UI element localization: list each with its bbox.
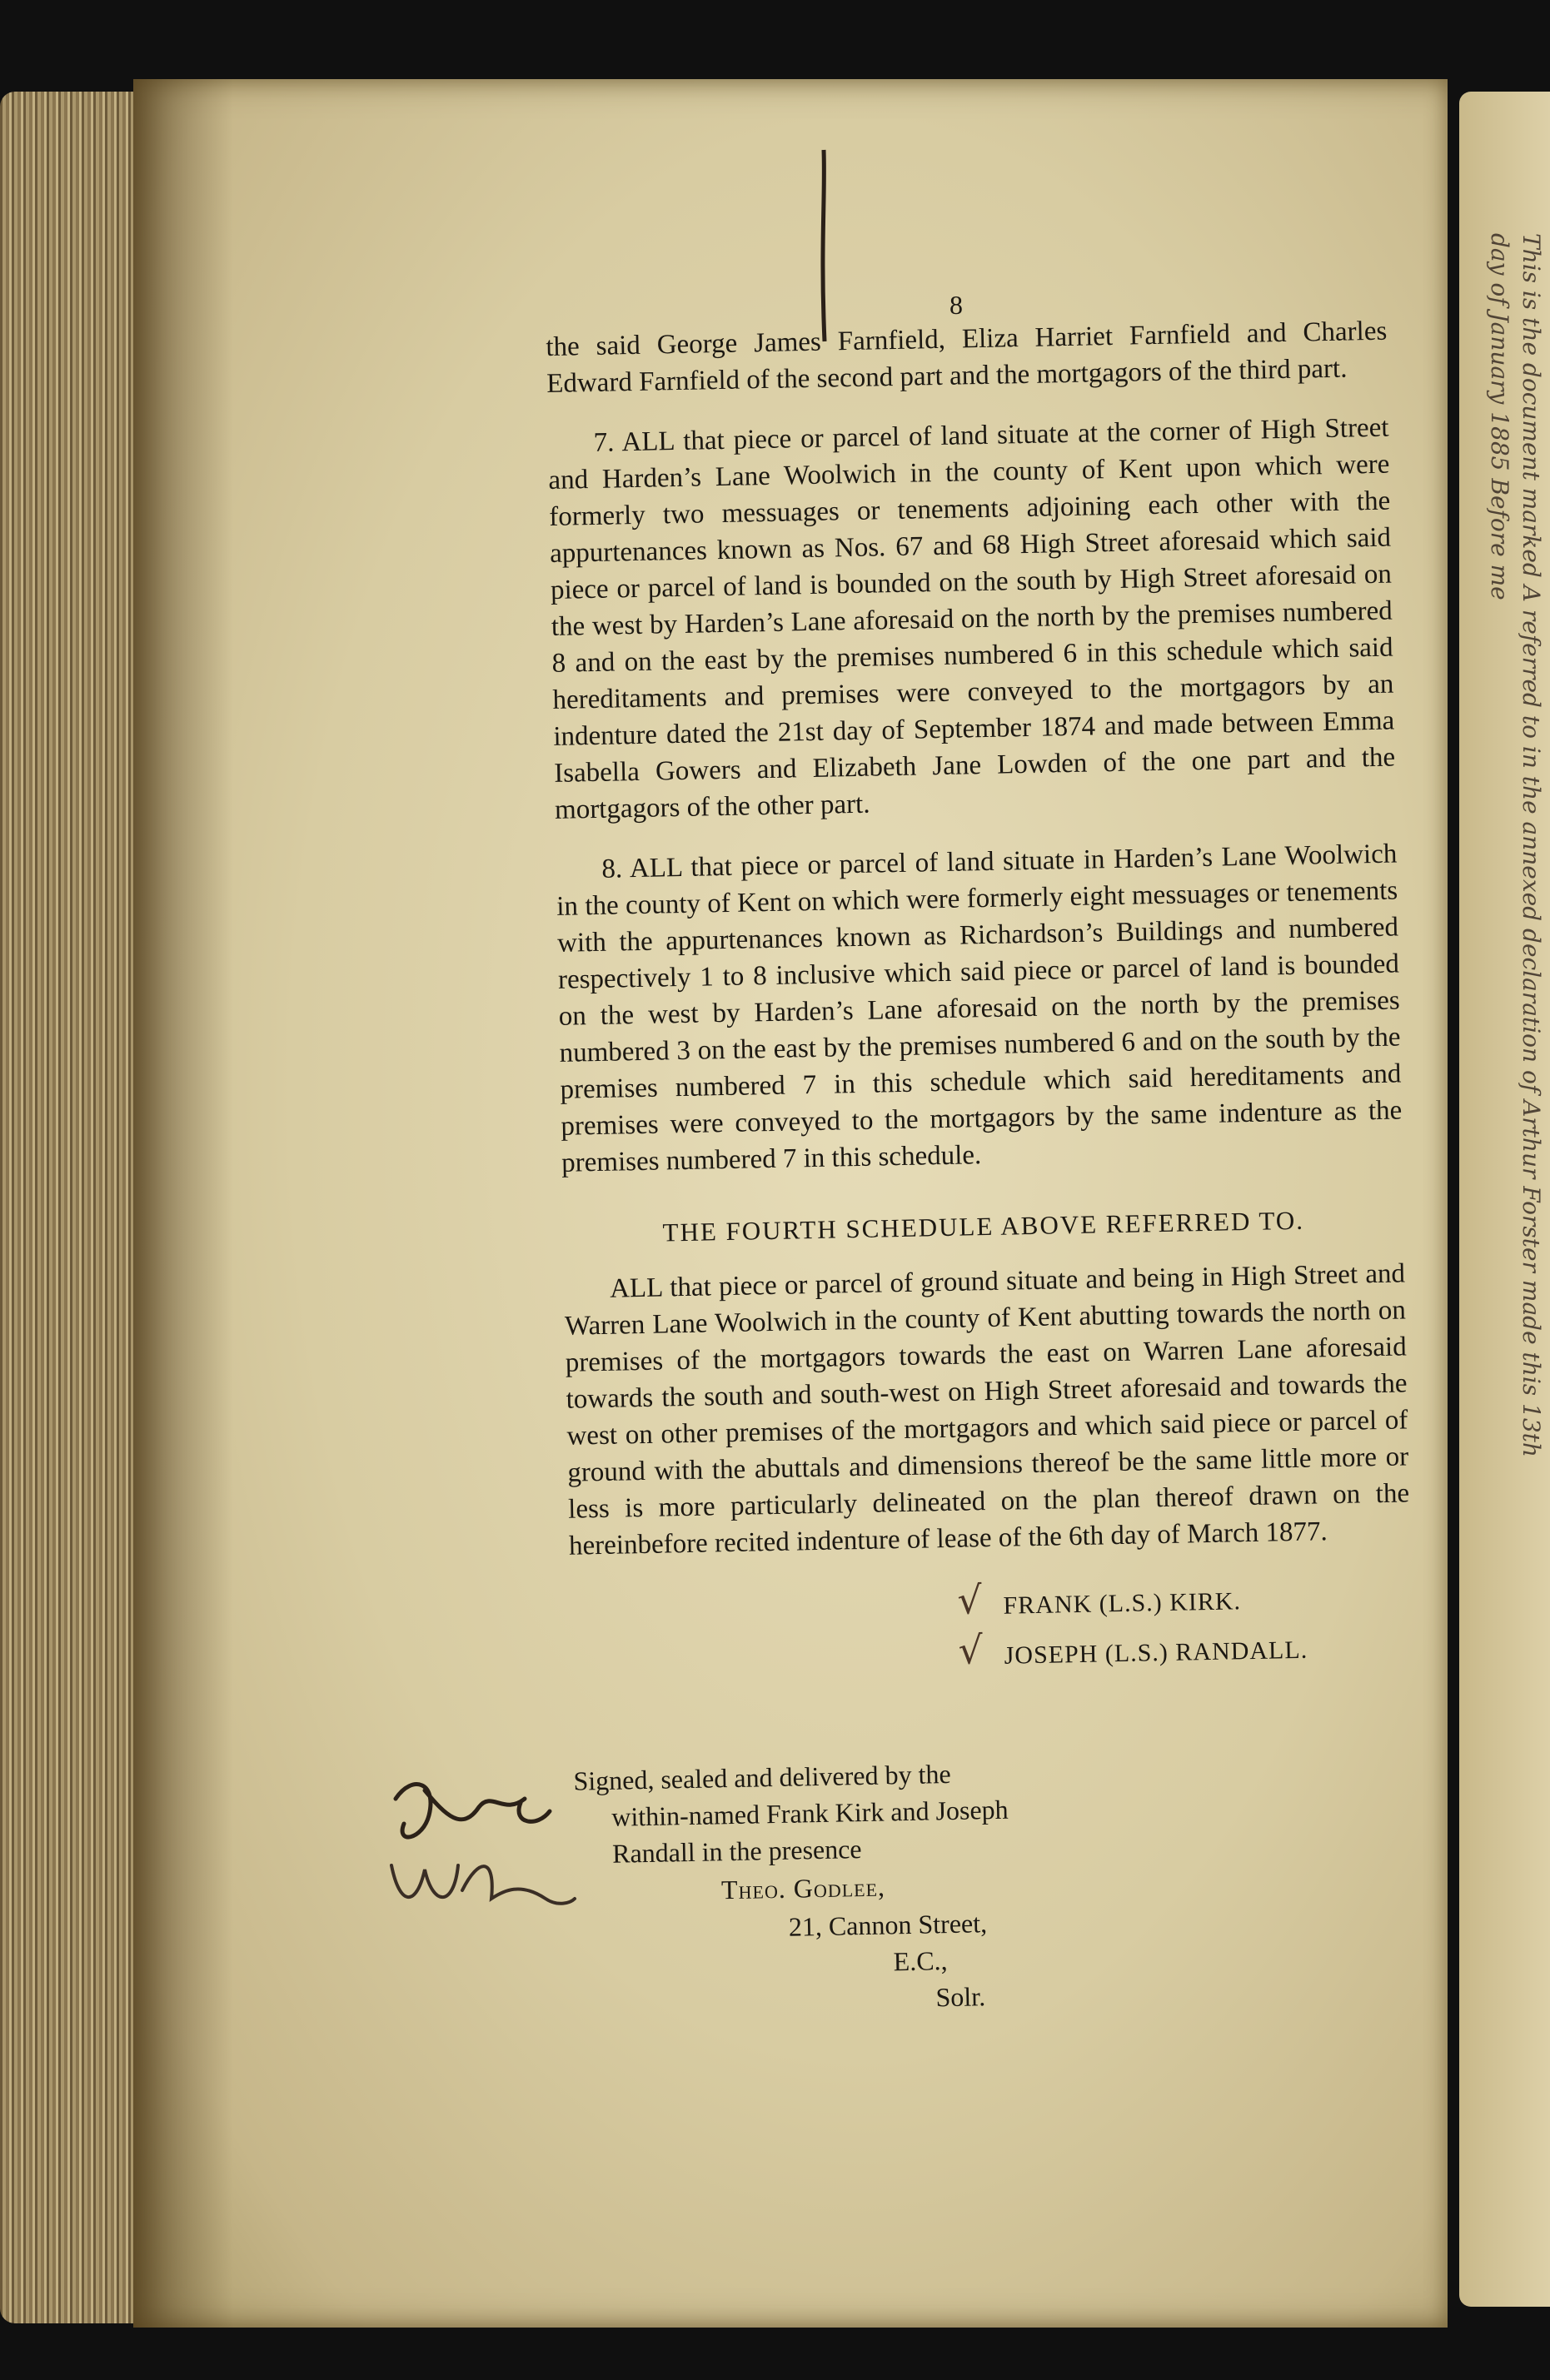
page-number: 8: [949, 290, 963, 320]
intro-paragraph: the said George James Farnfield, Eliza Harriet Farnfield and Charles Edward Farnfield of the second part and the mortgagors of the third part.: [546, 316, 1388, 399]
solicitor-address-1: 21, Cannon Street,: [788, 1908, 988, 1942]
check-mark-icon: √: [956, 1577, 984, 1623]
signature-text-2: JOSEPH (L.S.) RANDALL.: [1004, 1636, 1308, 1670]
gutter-shadow: [133, 79, 233, 2328]
signature-joseph-randall: [958, 1627, 1308, 1675]
signature-frank-kirk: [956, 1577, 1242, 1624]
document-body: [546, 313, 1419, 2013]
attestation-line-3: Randall in the presence: [611, 1834, 862, 1869]
attestation-line-2: within-named Frank Kirk and Joseph: [611, 1794, 1009, 1832]
solicitor-name: Theo. Godlee,: [720, 1871, 886, 1905]
handwritten-margin-note: This is the document marked A referred to in the annexed declaration of Arthur Forster made this 13th day of January 1885 Before me: [1486, 233, 1545, 1457]
handwritten-initials: [379, 1765, 579, 1932]
signature-text-1: FRANK (L.S.) KIRK.: [1003, 1587, 1242, 1620]
attestation-line-1: Signed, sealed and delivered by the: [573, 1758, 951, 1796]
signature-block: [570, 1555, 1413, 1729]
clause-7: 7. ALL that piece or parcel of land situate at the corner of High Street and Harden’s Lane Woolwich in the county of Kent upon which were formerly two messuages or tenements adjoining each other with the appurtenances known as Nos. 67 and 68 High Street aforesaid which said piece or parcel of land is bounded on the south by High Street aforesaid on the west by Harden’s Lane aforesaid on the north by the premises numbered 8 and on the east by the premises numbered 6 in this schedule which said hereditaments and premises were conveyed to the mortgagors by an indenture dated the 21st day of September 1874 and made between Emma Isabella Gowers and Elizabeth Jane Lowden of the one part and the mortgagors of the other part.: [548, 412, 1396, 825]
attestation-clause: [573, 1746, 1419, 2012]
clause-8: 8. ALL that piece or parcel of land situate in Harden’s Lane Woolwich in the county of Kent on which were formerly eight messuages or tenements with the appurtenances known as Richardson’s Buildings and numbered respectively 1 to 8 inclusive which said piece or parcel of land is bounded on the west by Harden’s Lane aforesaid on the north by the premises numbered 3 on the east by the premises numbered 6 and on the south by the premises numbered 7 in this schedule which said hereditaments and premises were conveyed to the mortgagors by the same indenture as the premises numbered 7 in this schedule.: [556, 839, 1403, 1178]
solicitor-address-2: E.C.,: [893, 1945, 948, 1977]
ink-stroke-mark: [812, 146, 835, 346]
solicitor-role: Solr.: [935, 1981, 986, 2013]
fourth-schedule-heading: THE FOURTH SCHEDULE ABOVE REFERRED TO.: [662, 1205, 1305, 1247]
check-mark-icon: √: [958, 1627, 984, 1673]
fourth-schedule-text: ALL that piece or parcel of ground situate and being in High Street and Warren Lane Woolwich in the county of Kent abutting towards the north on premises of the mortgagors towards the east on Warren Lane aforesaid towards the south and south-west on High Street aforesaid and towards the west on other premises of the mortgagors and which said piece or parcel of ground with the abuttals and dimensions thereof be the same little more or less is more particularly delineated on the plan thereof drawn on the hereinbefore recited indenture of lease of the 6th day of March 1877.: [564, 1258, 1410, 1561]
